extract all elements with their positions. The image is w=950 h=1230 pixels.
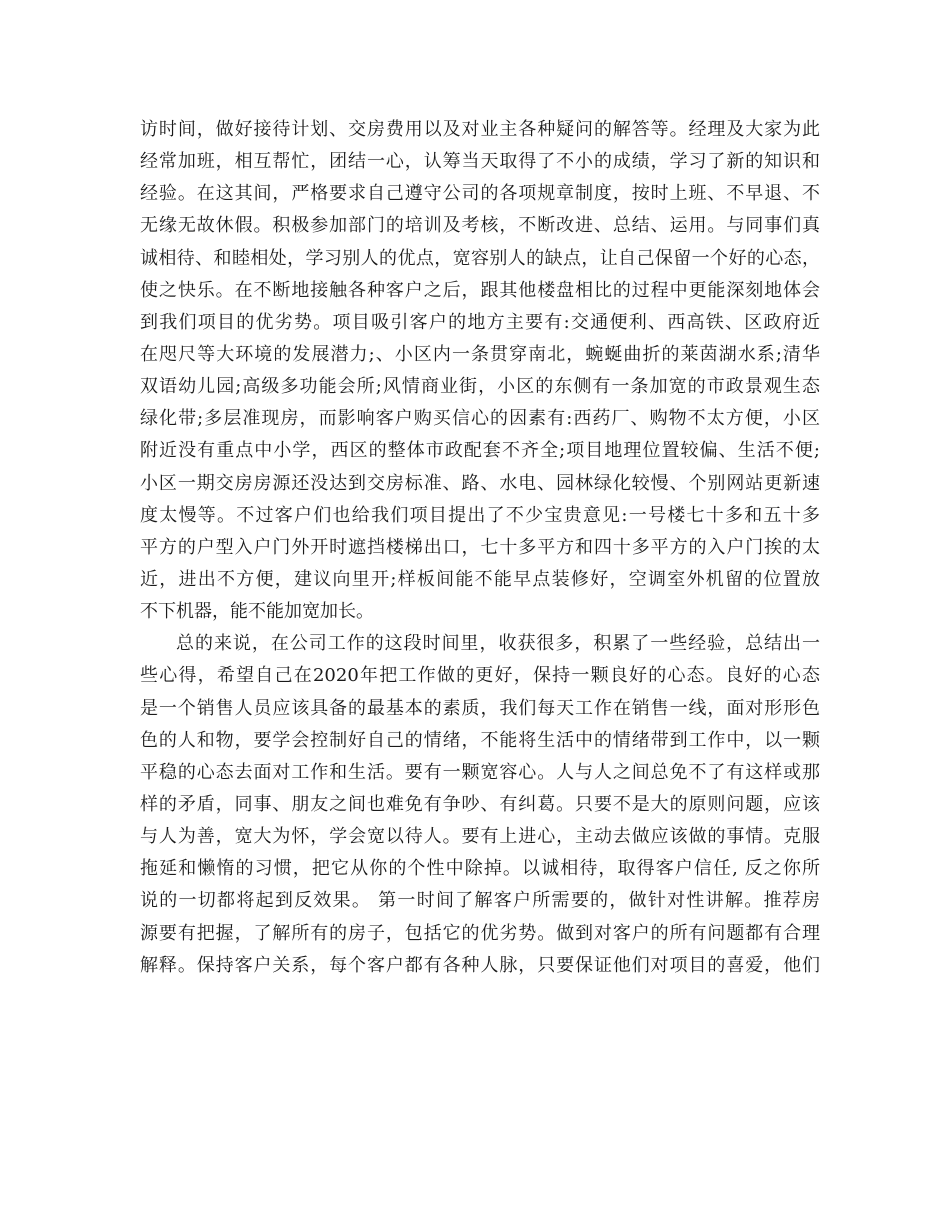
text-line: 是一个销售人员应该具备的最基本的素质，我们每天工作在销售一线，面对形形色: [140, 697, 820, 719]
text-line: 到我们项目的优劣势。项目吸引客户的地方主要有:交通便利、西高铁、区政府近: [140, 311, 820, 333]
text-line: 不下机器，能不能加宽加长。: [140, 601, 374, 623]
text-line: 无缘无故休假。积极参加部门的培训及考核，不断改进、总结、运用。与同事们真: [140, 215, 820, 237]
text-line: 源要有把握，了解所有的房子，包括它的优劣势。做到对客户的所有问题都有合理: [140, 922, 820, 944]
text-line: 样的矛盾，同事、朋友之间也难免有争吵、有纠葛。只要不是大的原则问题，应该: [140, 793, 820, 815]
text-line: 诚相待、和睦相处，学习别人的优点，宽容别人的缺点，让自己保留一个好的心态，: [140, 247, 820, 269]
text-line: 双语幼儿园;高级多功能会所;风情商业街，小区的东侧有一条加宽的市政景观生态: [140, 376, 820, 398]
text-line: 些心得，希望自己在2020年把工作做的更好，保持一颗良好的心态。良好的心态: [140, 665, 820, 687]
paragraph: [140, 628, 820, 982]
text-line: 小区一期交房房源还没达到交房标准、路、水电、园林绿化较慢、个别网站更新速: [140, 472, 820, 494]
text-line: 平方的户型入户门外开时遮挡楼梯出口，七十多平方和四十多平方的入户门挨的太: [140, 536, 820, 558]
paragraph: [140, 114, 820, 628]
text-line: 拖延和懒惰的习惯，把它从你的个性中除掉。以诚相待，取得客户信任, 反之你所: [140, 858, 820, 880]
text-line: 近，进出不方便，建议向里开;样板间能不能早点装修好，空调室外机留的位置放: [140, 568, 820, 590]
body-text: [140, 114, 820, 982]
text-line: 访时间，做好接待计划、交房费用以及对业主各种疑问的解答等。经理及大家为此: [140, 119, 820, 140]
text-line: 与人为善，宽大为怀，学会宽以待人。要有上进心，主动去做应该做的事情。克服: [140, 826, 820, 848]
text-line: 说的一切都将起到反效果。 第一时间了解客户所需要的，做针对性讲解。推荐房: [140, 890, 820, 912]
text-line: 解释。保持客户关系，每个客户都有各种人脉，只要保证他们对项目的喜爱，他们: [140, 954, 820, 976]
text-line: 经常加班，相互帮忙，团结一心，认筹当天取得了不小的成绩，学习了新的知识和: [140, 151, 820, 173]
text-line: 在咫尺等大环境的发展潜力;、小区内一条贯穿南北，蜿蜒曲折的莱茵湖水系;清华: [140, 343, 820, 365]
text-line: 绿化带;多层准现房，而影响客户购买信心的因素有:西药厂、购物不太方便，小区: [140, 408, 820, 430]
text-line: 经验。在这其间，严格要求自己遵守公司的各项规章制度，按时上班、不早退、不: [140, 183, 820, 205]
text-line: 总的来说，在公司工作的这段时间里，收获很多，积累了一些经验，总结出一: [176, 633, 820, 655]
text-line: 附近没有重点中小学，西区的整体市政配套不齐全;项目地理位置较偏、生活不便;: [140, 440, 820, 462]
text-line: 度太慢等。不过客户们也给我们项目提出了不少宝贵意见:一号楼七十多和五十多: [140, 504, 820, 526]
text-line: 使之快乐。在不断地接触各种客户之后，跟其他楼盘相比的过程中更能深刻地体会: [140, 279, 820, 301]
text-line: 平稳的心态去面对工作和生活。要有一颗宽容心。人与人之间总免不了有这样或那: [140, 761, 820, 783]
text-line: 色的人和物，要学会控制好自己的情绪，不能将生活中的情绪带到工作中，以一颗: [140, 729, 820, 751]
